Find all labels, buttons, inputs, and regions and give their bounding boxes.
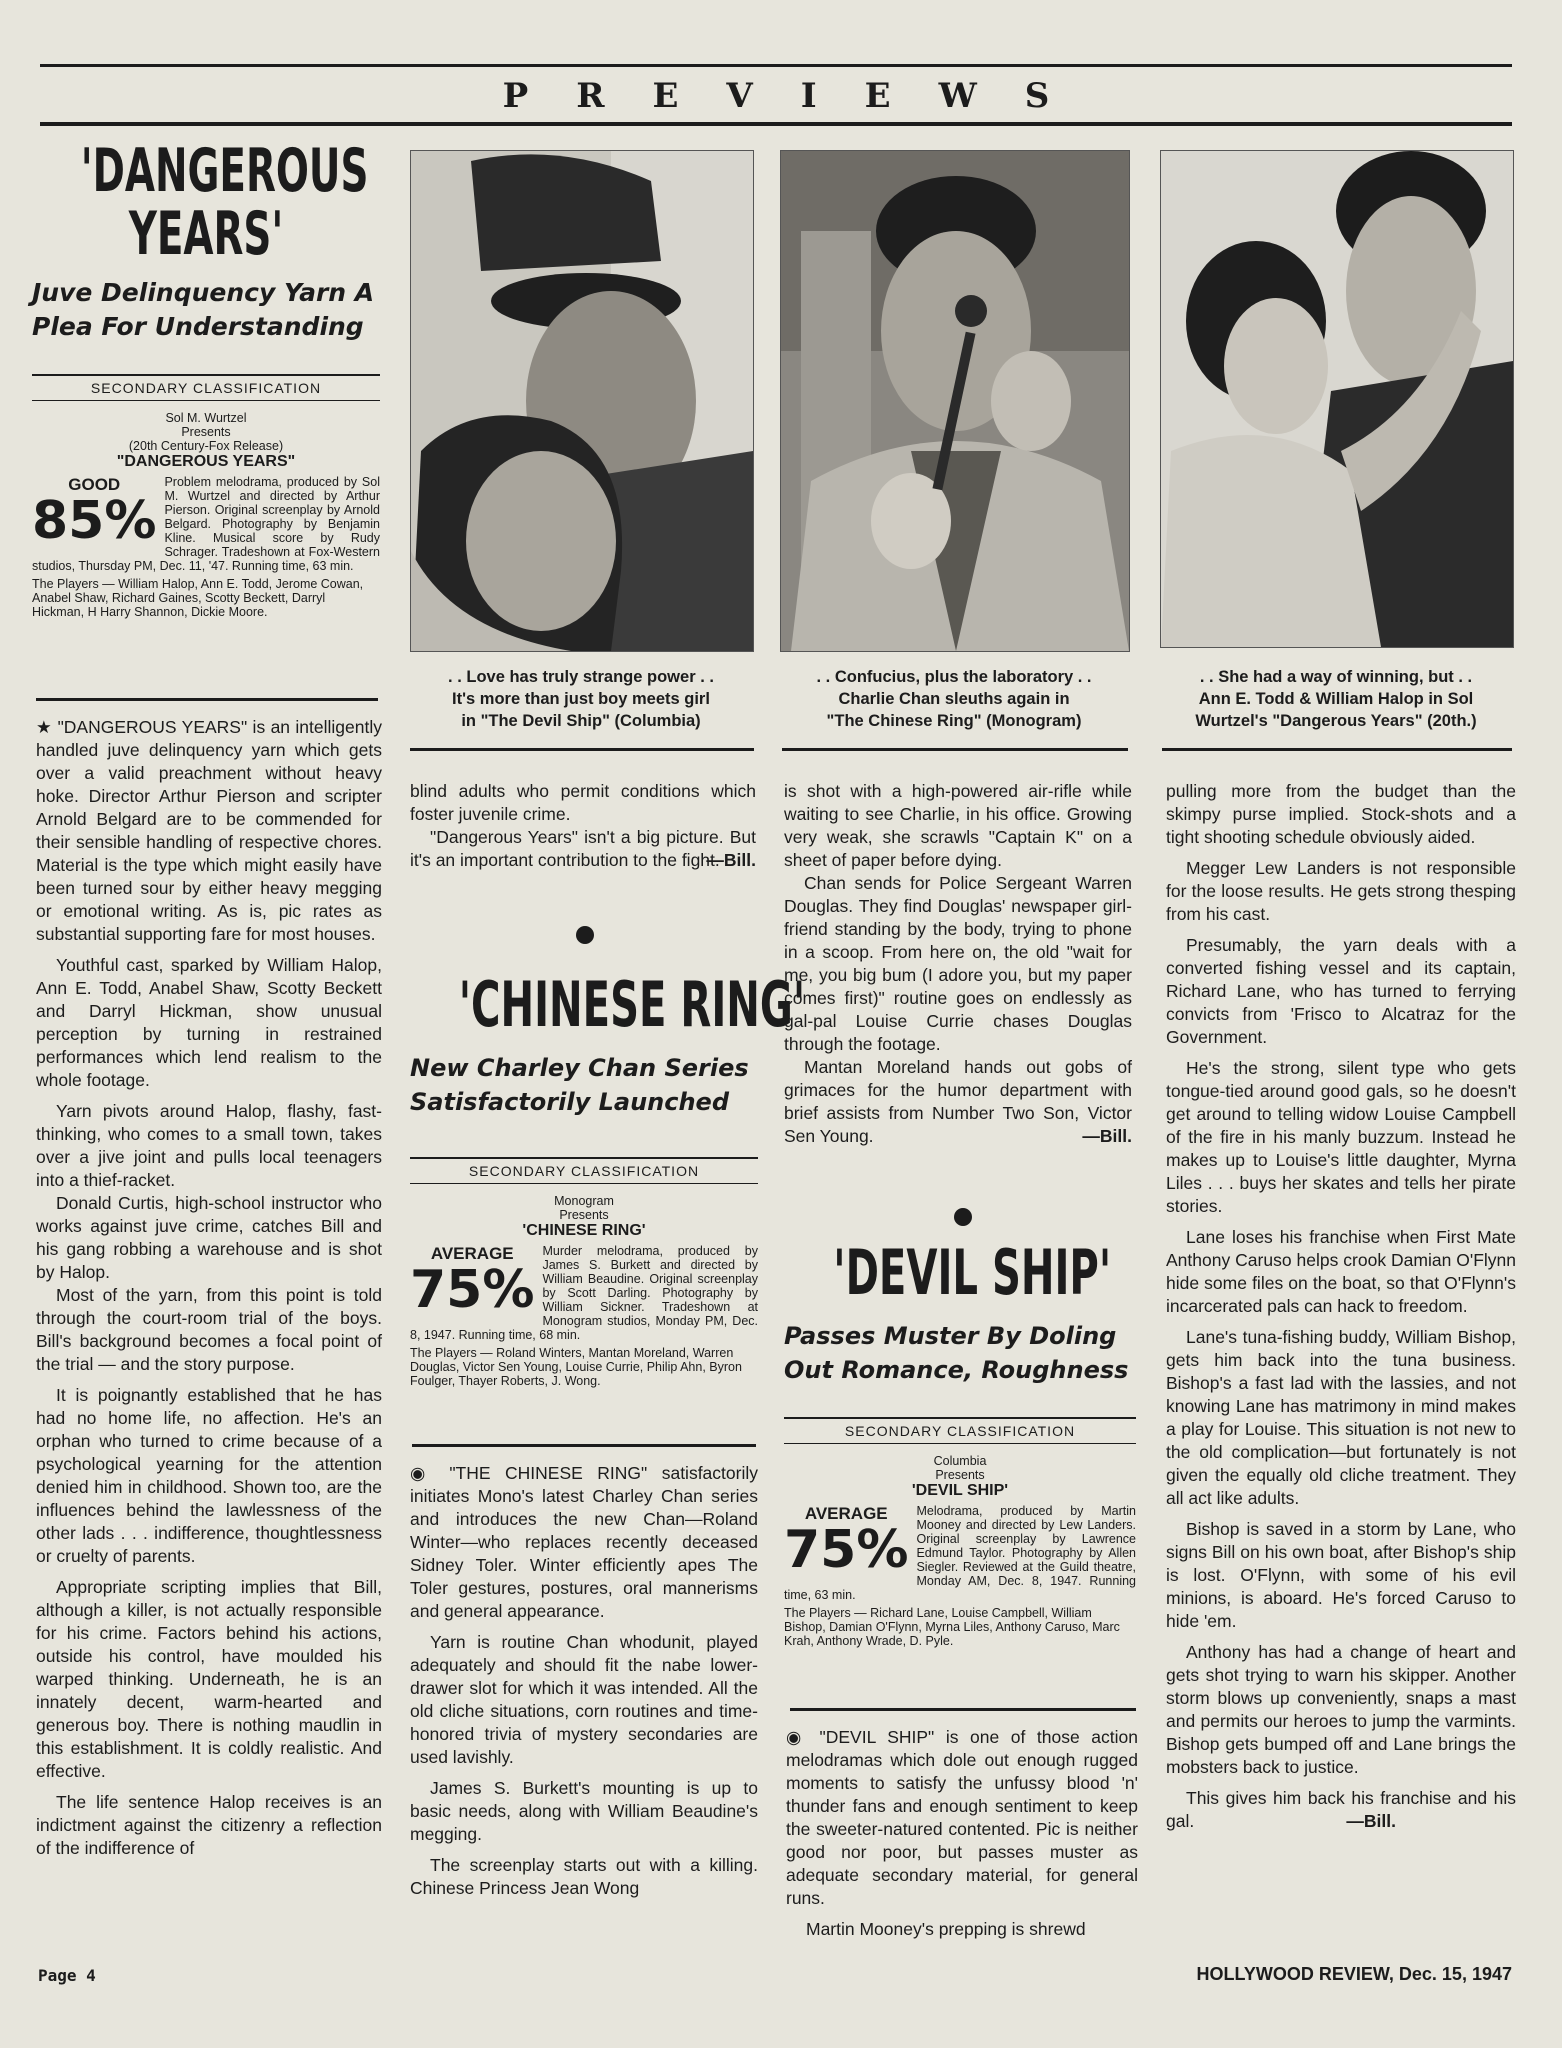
devil-title: 'DEVIL SHIP' [833, 1236, 1112, 1309]
dangerous-body-col2 [410, 780, 756, 872]
page-number: Page 4 [38, 1966, 96, 1985]
chinese-presenter: Monogram [554, 1194, 614, 1209]
devil-subtitle: Passes Muster By Doling Out Romance, Roughness [784, 1322, 1129, 1385]
chinese-credits: Murder melodrama, produced by James S. Burkett and directed by William Beaudine. Original screenplay by Scott Darling. Photography by William Sickner. Tradeshown at Monogram studios, Monday PM, Dec. 8, 1947. Running time, 68 min. [410, 1244, 758, 1343]
paragraph: The life sentence Halop receives is an indictment against the citizenry a reflection of the indifference of [36, 1792, 382, 1858]
chinese-credits-box [410, 1194, 758, 1388]
paragraph: Youthful cast, sparked by William Halop, Ann E. Todd, Anabel Shaw, Scotty Beckett and Darryl Hickman, show unusual perception by turning in restrained performances which lend realism to the whole footage. [36, 955, 382, 1090]
chinese-film-name: 'CHINESE RING' [522, 1222, 646, 1240]
devil-body-col4 [1166, 780, 1516, 1833]
dangerous-credits: Problem melodrama, produced by Sol M. Wurtzel and directed by Arthur Pierson. Original screenplay by Arnold Belgard. Photography by Benjamin Kline. Musical score by Rudy Schrager. Tradeshown at Fox-Western studios, Thursday PM, Dec. 11, '47. Running time, 63 min. [32, 475, 380, 573]
photo-dangerous-years-image [1161, 151, 1513, 647]
dangerous-presenter: Sol M. Wurtzel [165, 411, 247, 425]
caption-line: Ann E. Todd & William Halop in Sol [1198, 690, 1474, 708]
caption-line: Wurtzel's "Dangerous Years" (20th.) [1195, 712, 1477, 730]
caption-line: . . She had a way of winning, but . . [1199, 668, 1473, 686]
paragraph: blind adults who permit conditions which foster juvenile crime. [410, 781, 756, 824]
paragraph: Yarn pivots around Halop, flashy, fast-thinking, who comes to a small town, takes over a jive joint and pulls local teenagers into a thief-racket. [36, 1101, 382, 1190]
col1-divider [36, 698, 378, 701]
paragraph: Appropriate scripting implies that Bill, although a killer, is not actually responsible for his crime. Factors behind his actions, outside his control, have moulded his warped thinking. Underneath, he is an innately decent, warm-hearted and generous boy. There is nothing maudlin in this establishment. It is coldly realistic. And effective. [36, 1577, 382, 1781]
paragraph: Lane loses his franchise when First Mate Anthony Caruso helps crook Damian O'Flynn hide some files on the boat, so that O'Flynn's incarcerated pals can hack to freedom. [1166, 1227, 1516, 1316]
separator-bullet [576, 926, 594, 944]
paragraph: Presumably, the yarn deals with a converted fishing vessel and its captain, Richard Lane, who has turned to ferrying convicts from 'Frisco to Alcatraz for the Government. [1166, 935, 1516, 1047]
dangerous-title-line2: YEARS' [128, 199, 284, 269]
dangerous-rating [32, 475, 157, 551]
banner-rule [40, 122, 1512, 126]
caption-line: It's more than just boy meets girl [452, 690, 710, 708]
dangerous-credits-box [32, 411, 380, 619]
paragraph: Lane's tuna-fishing buddy, William Bishop, gets him back into the tuna business. Bishop's a fast lad with the lassies, and not knowing Lane has matrimony in mind makes a play for Louise. This situation is not new to the old complication—but fortunately is not given the equally old cliche treatment. They all act like adults. [1166, 1327, 1516, 1508]
dangerous-rating-word: GOOD [68, 475, 121, 494]
devil-signature: —Bill. [1346, 1811, 1396, 1831]
paragraph: ◉ "THE CHINESE RING" satisfactorily initiates Mono's latest Charley Chan series and introduces the new Chan—Roland Winter—who replaces recently deceased Sidney Toler. Winter efficiently apes The Toler gestures, postures, oral mannerisms and general appearance. [410, 1463, 758, 1621]
caption-rule-1 [410, 748, 754, 751]
dangerous-signature: —Bill. [706, 850, 756, 870]
paragraph: Chan sends for Police Sergeant Warren Douglas. They find Douglas' newspaper girl-friend standing by the body, trying to phone in a scoop. From here on, the old "wait for me, you big bum (I adore you, but my paper comes first)" routine goes on endlessly as gal-pal Louise Currie chases Douglas through the footage. [784, 873, 1132, 1054]
chinese-rating [410, 1244, 535, 1321]
dangerous-film-name: "DANGEROUS YEARS" [116, 453, 296, 470]
chinese-ring-header [410, 968, 806, 1389]
dangerous-title-line1: 'DANGEROUS [80, 136, 369, 206]
caption-chinese-ring [774, 666, 1134, 732]
col3-divider [790, 1708, 1136, 1711]
dangerous-body-col1 [36, 716, 382, 1860]
dangerous-release: (20th Century-Fox Release) [128, 439, 284, 453]
photo-chinese-ring-image [781, 151, 1129, 651]
dangerous-years-header [32, 136, 380, 619]
caption-rule-2 [782, 748, 1128, 751]
chinese-classification: SECONDARY CLASSIFICATION [410, 1157, 758, 1184]
chinese-rating-pct: 75% [410, 1260, 535, 1321]
paragraph: ◉ "DEVIL SHIP" is one of those action melodramas which dole out enough rugged moments to satisfy the unfussy blood 'n' thunder fans and enough sentiment to keep the sweeter-natured contented. Pic is neither good nor poor, but passes muster as adequate secondary material, for general runs. [786, 1727, 1138, 1908]
caption-line: . . Love has truly strange power . . [448, 668, 714, 686]
caption-rule-3 [1162, 748, 1512, 751]
photo-dangerous-years-still [1160, 150, 1514, 648]
devil-rating-pct: 75% [784, 1520, 909, 1581]
paragraph: He's the strong, silent type who gets tongue-tied around good gals, so he doesn't get around to telling widow Louise Campbell of the fire in his manly buzzum. Instead he makes up to Louise's little daughter, Myrna Liles . . . buys her skates and tells her pirate stories. [1166, 1058, 1516, 1216]
dangerous-presents: Presents [181, 425, 231, 439]
caption-line: Charlie Chan sleuths again in [838, 690, 1070, 708]
chinese-presents: Presents [559, 1208, 609, 1223]
paragraph: Yarn is routine Chan whodunit, played adequately and should fit the nabe lower-drawer slot for which it was intended. All the old cliche situations, corn routines and time-honored trivia of mystery secondaries are used lavishly. [410, 1632, 758, 1767]
paragraph: Bishop is saved in a storm by Lane, who signs Bill on his own boat, after Bishop's ship is lost. O'Flynn, with some of his evil minions, is aboard. He's forced Caruso to hide 'em. [1166, 1519, 1516, 1631]
paragraph: "Dangerous Years" isn't a big picture. But it's an important contribution to the fight. [410, 827, 756, 870]
chinese-subtitle: New Charley Chan Series Satisfactorily Launched [410, 1054, 749, 1117]
paragraph: It is poignantly established that he has had no home life, no affection. He's an orphan who turned to crime because of a psychological yearning for the attention denied him in childhood. Shown too, are the influences behind the lawlessness of the other lads . . . indifference, thoughtlessness or cruelty of parents. [36, 1385, 382, 1566]
chinese-signature: —Bill. [1082, 1126, 1132, 1146]
devil-rating-word: AVERAGE [804, 1504, 888, 1524]
chinese-body-col2 [410, 1462, 758, 1900]
devil-body-col3 [786, 1726, 1138, 1941]
photo-devil-ship-still [410, 150, 754, 652]
paragraph: Mantan Moreland hands out gobs of grimaces for the humor department with brief assists from Number Two Son, Victor Sen Young. [784, 1057, 1132, 1146]
chinese-players: The Players — Roland Winters, Mantan Moreland, Warren Douglas, Victor Sen Young, Louise Currie, Philip Ahn, Byron Foulger, Thayer Roberts, J. Wong. [410, 1346, 742, 1389]
paragraph: Martin Mooney's prepping is shrewd [806, 1919, 1086, 1939]
devil-credits-box [784, 1454, 1136, 1648]
publication-line: HOLLYWOOD REVIEW, Dec. 15, 1947 [1196, 1964, 1512, 1984]
paragraph: Anthony has had a change of heart and gets shot trying to warn his skipper. Another storm blows up conveniently, snaps a mast and permits our heroes to jump the varmints. Bishop gets bumped off and Lane brings the mobsters back to justice. [1166, 1642, 1516, 1777]
caption-line: in "The Devil Ship" (Columbia) [461, 712, 701, 730]
dangerous-rating-pct: 85% [32, 491, 157, 551]
photo-devil-ship-image [411, 151, 753, 651]
caption-devil-ship [402, 666, 760, 732]
devil-presents: Presents [935, 1468, 985, 1483]
devil-classification: SECONDARY CLASSIFICATION [784, 1417, 1136, 1444]
devil-players: The Players — Richard Lane, Louise Campbell, William Bishop, Damian O'Flynn, Myrna Liles, Anthony Caruso, Marc Krah, Anthony Wrade, D. Pyle. [784, 1606, 1120, 1649]
paragraph: Megger Lew Landers is not responsible for the loose results. He gets strong thesping from his cast. [1166, 858, 1516, 924]
paragraph: Most of the yarn, from this point is told through the court-room trial of the boys. Bill's background becomes a focal point of the trial — and the story purpose. [36, 1285, 382, 1374]
dangerous-classification: SECONDARY CLASSIFICATION [32, 374, 380, 401]
caption-line: "The Chinese Ring" (Monogram) [826, 712, 1082, 730]
dangerous-subtitle: Juve Delinquency Yarn A Plea For Understanding [32, 278, 375, 341]
paragraph: James S. Burkett's mounting is up to basic needs, along with William Beaudine's megging. [410, 1778, 758, 1844]
paragraph: is shot with a high-powered air-rifle while waiting to see Charlie, in his office. Growing very weak, she scrawls "Captain K" on a sheet of paper before dying. [784, 781, 1132, 870]
paragraph: The screenplay starts out with a killing. Chinese Princess Jean Wong [410, 1855, 758, 1898]
photo-chinese-ring-still [780, 150, 1130, 652]
paragraph: ★ "DANGEROUS YEARS" is an intelligently handled juve delinquency yarn which gets over a valid preachment without heavy hoke. Director Arthur Pierson and scripter Arnold Belgard are to be commended for their sensible handling of respective chores. Material is the type which might easily have been turned sour by either heavy megging or emotional writing. As is, pic rates as substantial supporting fare for most houses. [36, 717, 382, 944]
separator-bullet [954, 1208, 972, 1226]
paragraph: Donald Curtis, high-school instructor who works against juve crime, catches Bill and his gang robbing a warehouse and is shot by Halop. [36, 1193, 382, 1282]
chinese-body-col3 [784, 780, 1132, 1148]
section-banner: PREVIEWS [502, 76, 1098, 116]
devil-ship-header [784, 1236, 1136, 1649]
devil-presenter: Columbia [933, 1454, 987, 1469]
caption-dangerous-years [1156, 666, 1516, 732]
chinese-rating-word: AVERAGE [430, 1244, 514, 1264]
col2-divider [412, 1444, 756, 1447]
top-rule [40, 64, 1512, 67]
devil-rating [784, 1504, 909, 1581]
devil-film-name: 'DEVIL SHIP' [911, 1482, 1009, 1500]
paragraph: This gives him back his franchise and his gal. [1166, 1788, 1516, 1831]
dangerous-players: The Players — William Halop, Ann E. Todd, Jerome Cowan, Anabel Shaw, Richard Gaines, Scotty Beckett, Darryl Hickman, H Harry Shannon, Dickie Moore. [32, 577, 364, 619]
chinese-title: 'CHINESE RING' [458, 968, 806, 1041]
devil-credits: Melodrama, produced by Martin Mooney and directed by Lew Landers. Original screenplay by Lawrence Edmund Taylor. Photography by Allen Siegler. Reviewed at the Guild theatre, Monday AM, Dec. 8, 1947. Running time, 63 min. [784, 1504, 1136, 1603]
paragraph: pulling more from the budget than the skimpy purse implied. Stock-shots and a tight shooting schedule obviously aided. [1166, 781, 1516, 847]
caption-line: . . Confucius, plus the laboratory . . [816, 668, 1092, 686]
